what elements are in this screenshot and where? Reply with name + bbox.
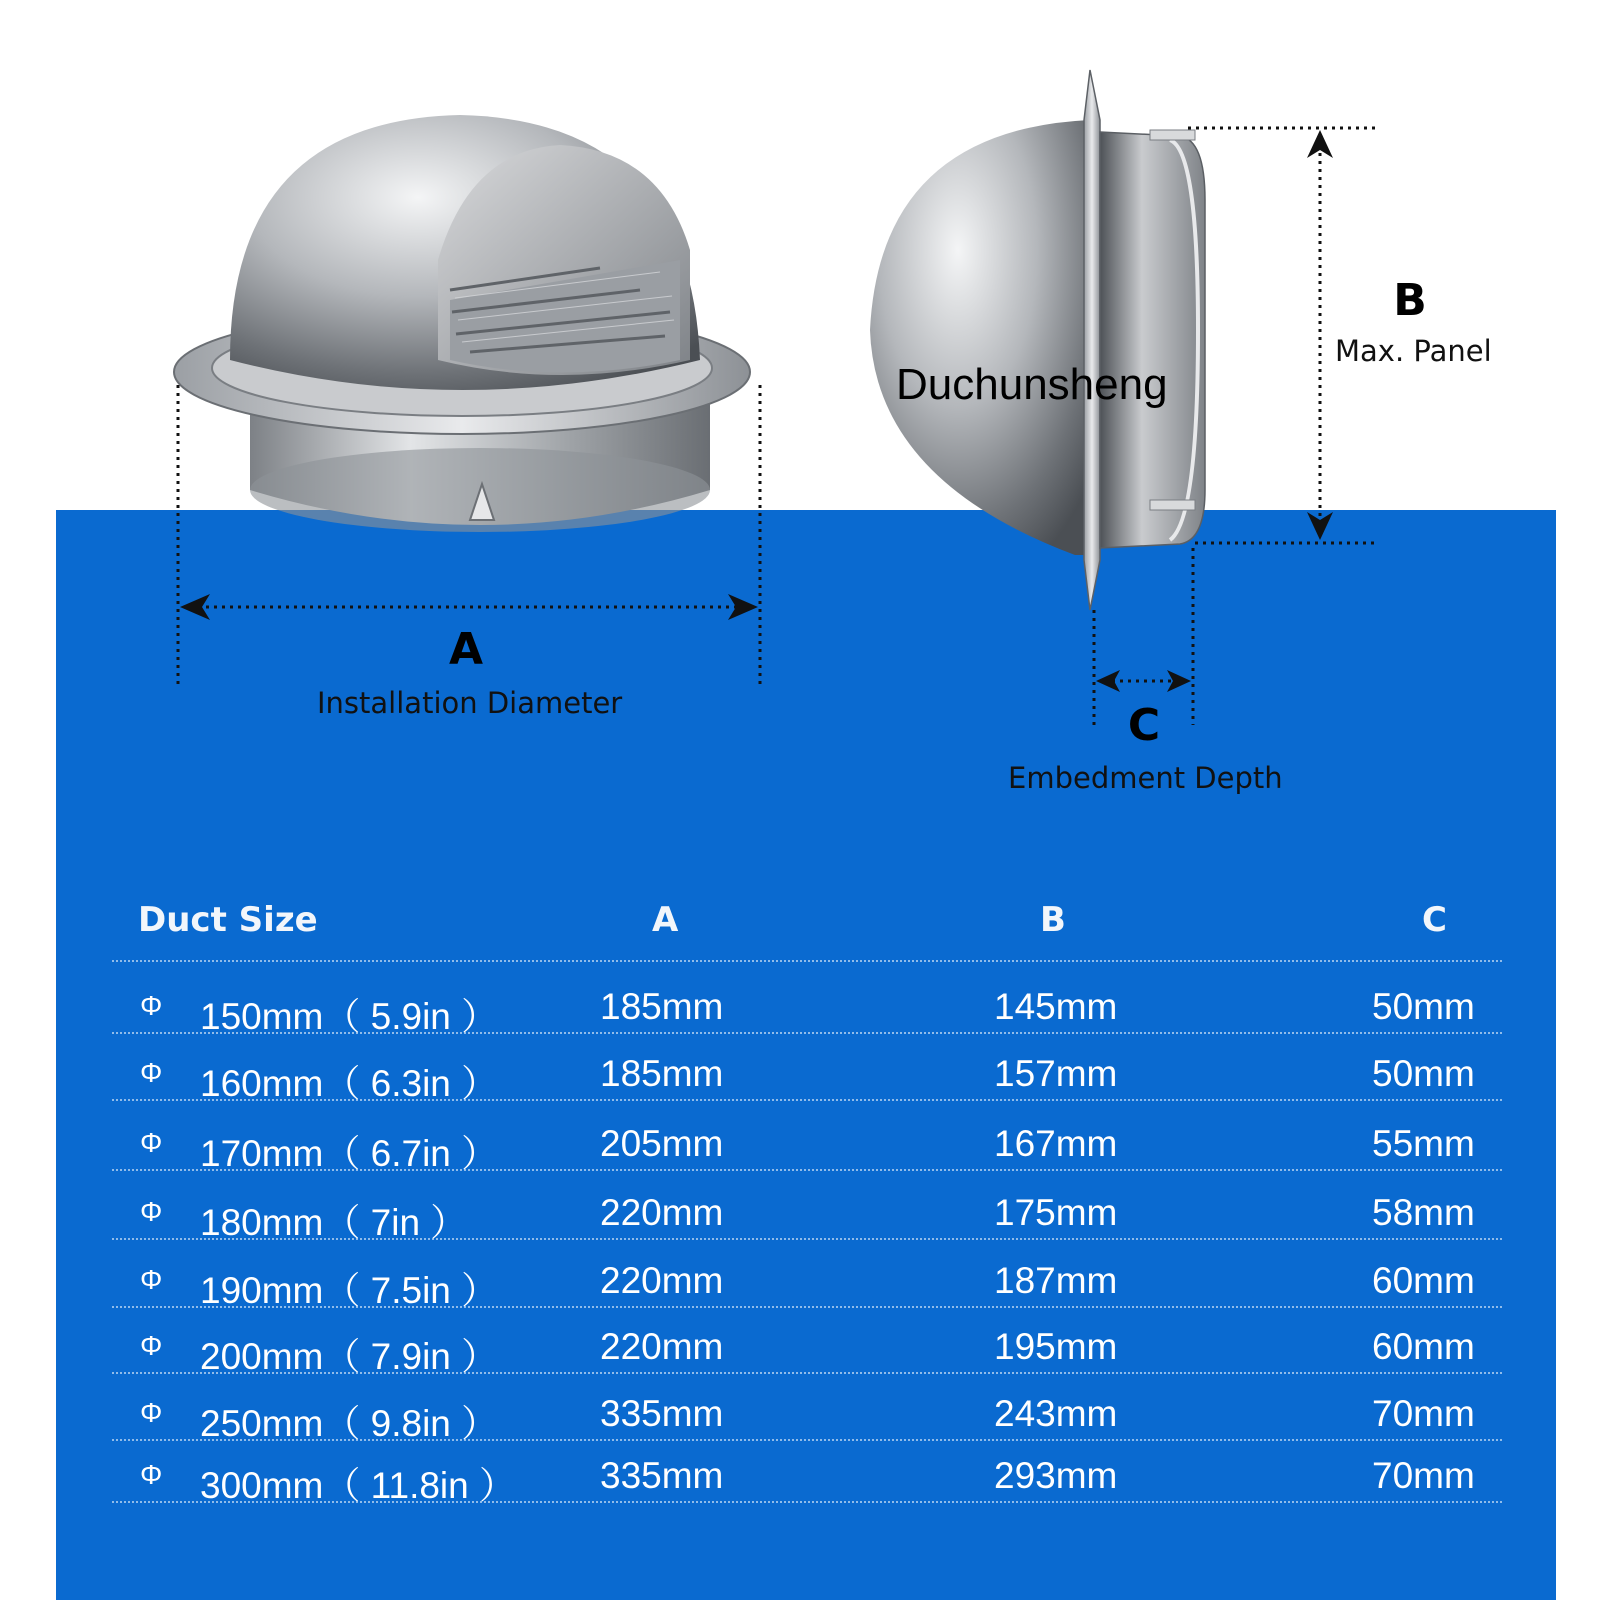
cell-duct-size: 160mm（ 6.3in ）	[200, 1063, 499, 1104]
cell-b: 157mm	[994, 1053, 1118, 1094]
cell-duct-size: 300mm（ 11.8in ）	[200, 1465, 516, 1506]
cell-b: 195mm	[994, 1326, 1118, 1367]
dimension-c-label: Embedment Depth	[1008, 761, 1283, 795]
cell-c: 70mm	[1372, 1393, 1475, 1434]
cell-c: 60mm	[1372, 1326, 1475, 1367]
table-divider	[112, 1169, 1502, 1171]
cell-duct-size: 180mm（ 7in ）	[200, 1202, 468, 1243]
table-divider	[112, 1439, 1502, 1441]
phi-symbol: Φ	[140, 1127, 163, 1158]
table-divider	[112, 960, 1502, 962]
phi-symbol: Φ	[140, 1459, 163, 1490]
table-divider	[112, 1501, 1502, 1503]
table-divider	[112, 1238, 1502, 1240]
dimension-a-letter: A	[448, 624, 484, 675]
cell-duct-size: 250mm（ 9.8in ）	[200, 1403, 499, 1444]
cell-b: 167mm	[994, 1123, 1118, 1164]
cell-b: 187mm	[994, 1260, 1118, 1301]
cell-c: 50mm	[1372, 986, 1475, 1027]
cell-a: 220mm	[600, 1326, 724, 1367]
cell-duct-size: 200mm（ 7.9in ）	[200, 1336, 499, 1377]
cell-a: 335mm	[600, 1455, 724, 1496]
phi-symbol: Φ	[140, 1264, 163, 1295]
phi-symbol: Φ	[140, 1330, 163, 1361]
header-c: C	[1422, 900, 1447, 940]
cell-a: 185mm	[600, 986, 724, 1027]
cell-b: 243mm	[994, 1393, 1118, 1434]
phi-symbol: Φ	[140, 990, 163, 1021]
phi-symbol: Φ	[140, 1057, 163, 1088]
table-divider	[112, 1032, 1502, 1034]
cell-a: 335mm	[600, 1393, 724, 1434]
cell-b: 175mm	[994, 1192, 1118, 1233]
cell-a: 220mm	[600, 1260, 724, 1301]
cell-duct-size: 190mm（ 7.5in ）	[200, 1270, 499, 1311]
cell-a: 185mm	[600, 1053, 724, 1094]
cell-duct-size: 150mm（ 5.9in ）	[200, 996, 499, 1037]
cell-a: 220mm	[600, 1192, 724, 1233]
table-divider	[112, 1372, 1502, 1374]
header-duct-size: Duct Size	[138, 900, 318, 940]
cell-duct-size: 170mm（ 6.7in ）	[200, 1133, 499, 1174]
cell-c: 60mm	[1372, 1260, 1475, 1301]
cell-b: 145mm	[994, 986, 1118, 1027]
dimension-c-letter: C	[1127, 700, 1161, 751]
phi-symbol: Φ	[140, 1196, 163, 1227]
cell-c: 58mm	[1372, 1192, 1475, 1233]
header-a: A	[652, 900, 679, 940]
cell-c: 70mm	[1372, 1455, 1475, 1496]
table-divider	[112, 1306, 1502, 1308]
header-b: B	[1040, 900, 1066, 940]
cell-c: 55mm	[1372, 1123, 1475, 1164]
phi-symbol: Φ	[140, 1397, 163, 1428]
vent-front-illustration	[174, 115, 750, 532]
brand-watermark: Duchunsheng	[896, 360, 1168, 409]
dimension-b-label: Max. Panel	[1335, 334, 1492, 368]
dimension-b-letter: B	[1393, 275, 1427, 326]
cell-b: 293mm	[994, 1455, 1118, 1496]
dimension-a-label: Installation Diameter	[317, 686, 623, 720]
vent-side-illustration	[870, 70, 1205, 610]
cell-a: 205mm	[600, 1123, 724, 1164]
table-divider	[112, 1099, 1502, 1101]
cell-c: 50mm	[1372, 1053, 1475, 1094]
